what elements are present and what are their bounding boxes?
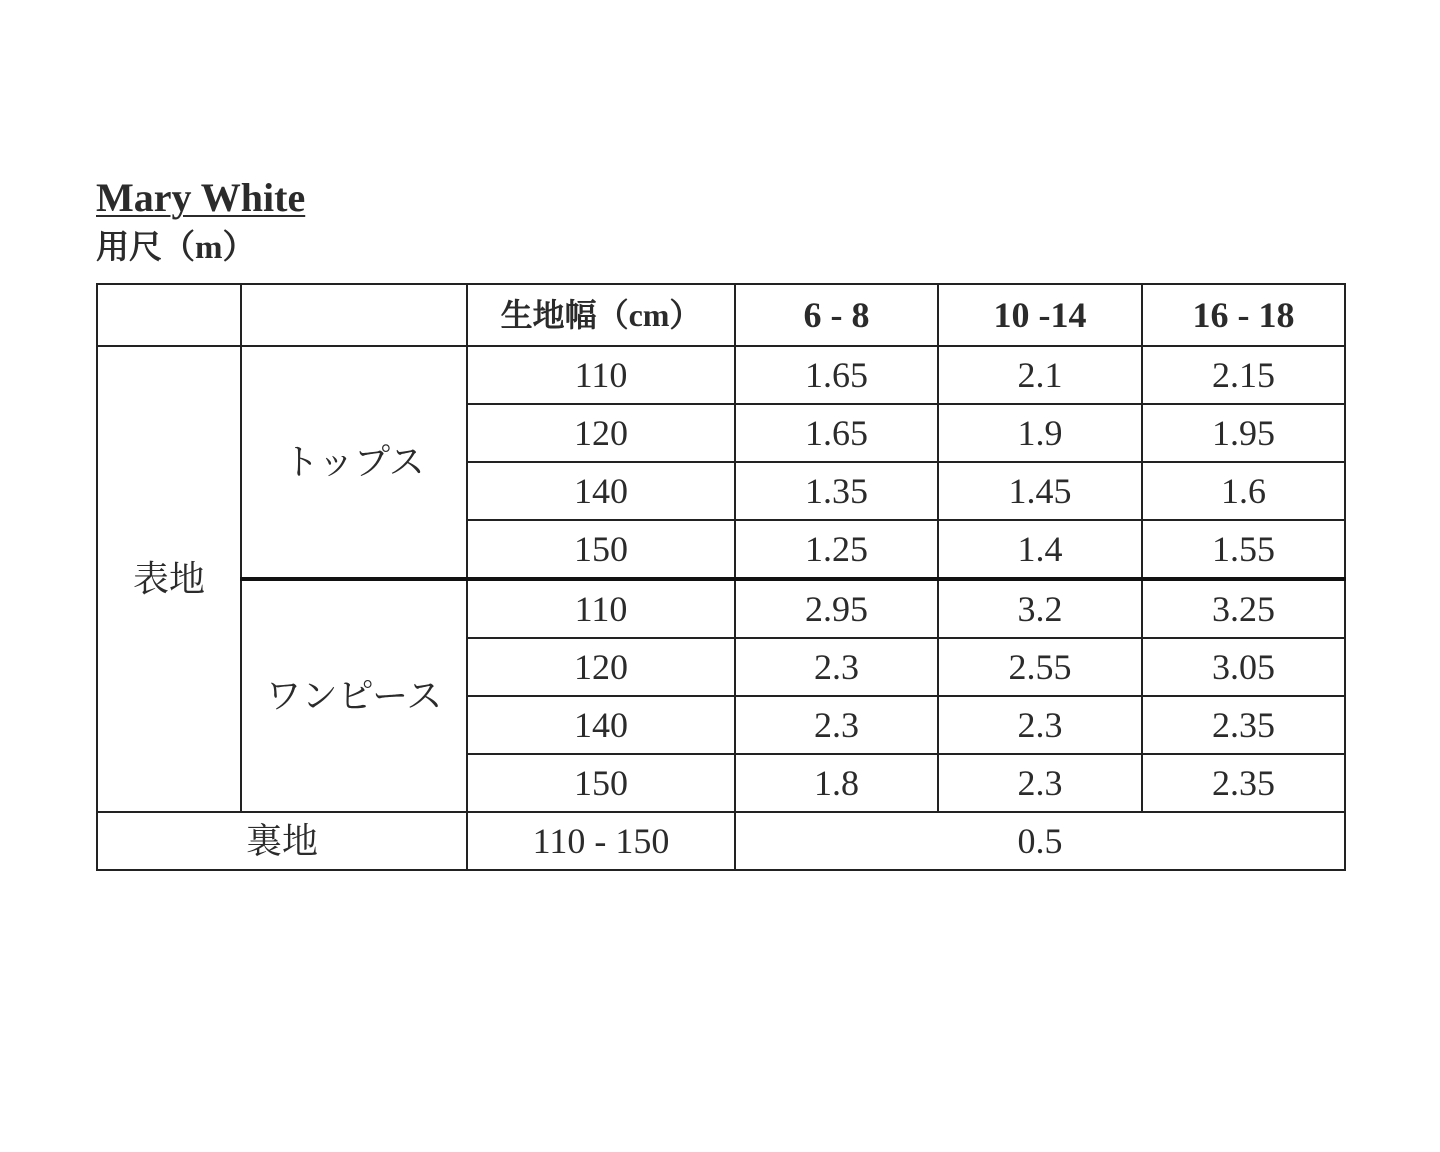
- value-cell: 2.15: [1142, 346, 1345, 404]
- value-cell: 1.35: [735, 462, 938, 520]
- value-cell: 1.55: [1142, 520, 1345, 579]
- header-cell-empty: [241, 284, 467, 346]
- value-cell: 3.05: [1142, 638, 1345, 696]
- table-header-row: [97, 284, 1345, 346]
- header-cell-empty: [97, 284, 241, 346]
- value-cell: 2.35: [1142, 696, 1345, 754]
- lining-label: 裏地: [97, 812, 467, 870]
- width-cell: 110: [467, 579, 735, 638]
- value-cell: 2.3: [735, 696, 938, 754]
- header-size: 16 - 18: [1142, 284, 1345, 346]
- dress-label: ワンピース: [241, 579, 467, 812]
- value-cell: 2.1: [938, 346, 1142, 404]
- value-cell: 2.35: [1142, 754, 1345, 812]
- value-cell: 1.8: [735, 754, 938, 812]
- table-row: [97, 346, 1345, 404]
- value-cell: 1.65: [735, 346, 938, 404]
- width-cell: 120: [467, 404, 735, 462]
- header-fabric-width: 生地幅（cm）: [467, 284, 735, 346]
- tops-label: トップス: [241, 346, 467, 579]
- document-subtitle: 用尺（m）: [96, 230, 256, 266]
- lining-row: [97, 812, 1345, 870]
- value-cell: 1.45: [938, 462, 1142, 520]
- width-cell: 110: [467, 346, 735, 404]
- value-cell: 3.25: [1142, 579, 1345, 638]
- value-cell: 2.3: [938, 696, 1142, 754]
- table-row: [97, 579, 1345, 638]
- width-cell: 140: [467, 696, 735, 754]
- width-cell: 120: [467, 638, 735, 696]
- document-title: Mary White: [96, 175, 306, 220]
- value-cell: 1.9: [938, 404, 1142, 462]
- value-cell: 2.55: [938, 638, 1142, 696]
- value-cell: 1.6: [1142, 462, 1345, 520]
- header-size: 10 -14: [938, 284, 1142, 346]
- value-cell: 2.95: [735, 579, 938, 638]
- width-cell: 150: [467, 520, 735, 579]
- value-cell: 3.2: [938, 579, 1142, 638]
- value-cell: 1.65: [735, 404, 938, 462]
- lining-width-cell: 110 - 150: [467, 812, 735, 870]
- width-cell: 140: [467, 462, 735, 520]
- value-cell: 2.3: [938, 754, 1142, 812]
- yardage-table: [96, 283, 1346, 871]
- value-cell: 2.3: [735, 638, 938, 696]
- value-cell: 1.25: [735, 520, 938, 579]
- value-cell: 1.4: [938, 520, 1142, 579]
- lining-value-cell: 0.5: [735, 812, 1345, 870]
- width-cell: 150: [467, 754, 735, 812]
- value-cell: 1.95: [1142, 404, 1345, 462]
- header-size: 6 - 8: [735, 284, 938, 346]
- outer-fabric-label: 表地: [97, 346, 241, 812]
